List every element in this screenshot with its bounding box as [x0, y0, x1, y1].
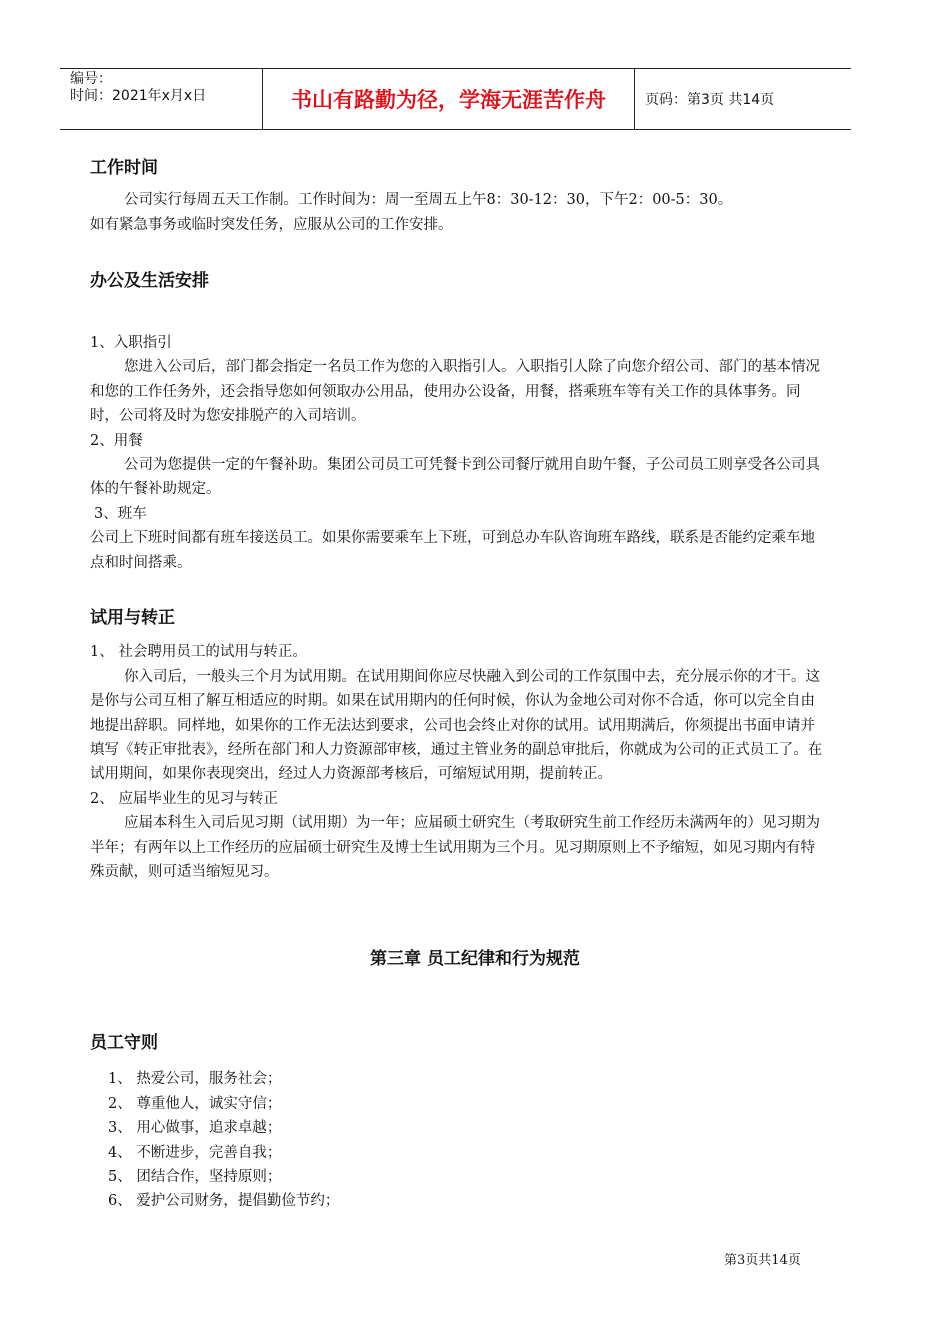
page-footer: 第3页共14页 [724, 1253, 801, 1268]
header-page-number: 页码：第3页 共14页 [645, 92, 775, 108]
paragraph: 您进入公司后，部门都会指定一名员工作为您的入职指引人。入职指引人除了向您介绍公司、部门的基本情况和您的工作任务外，还会指导您如何领取办公用品，使用办公设备，用餐，搭乘班车等有关工作的具体事务。同时，公司将及时为您安排脱产的入司培训。 [90, 359, 820, 425]
rules-list [90, 1067, 826, 1213]
section-office-life-body [90, 331, 826, 575]
subsection-title: 2、用餐 [90, 432, 143, 449]
list-item: 2、 尊重他人，诚实守信； [108, 1095, 282, 1112]
subsection-title: 1、入职指引 [90, 335, 172, 351]
chapter-title: 第三章 员工纪律和行为规范 [370, 949, 580, 969]
subsection-title: 1、 社会聘用员工的试用与转正。 [90, 644, 307, 661]
header-meta [60, 69, 263, 129]
paragraph: 公司上下班时间都有班车接送员工。如果你需要乘车上下班，可到总办车队咨询班车路线，联系是否能约定乘车地点和时间搭乘。 [90, 530, 815, 571]
paragraph: 公司实行每周五天工作制。工作时间为：周一至周五上午8：30-12：30，下午2：00-5：30。 [124, 192, 733, 209]
section-title: 试用与转正 [90, 608, 175, 628]
section-office-life [90, 269, 826, 293]
subsection-title: 2、 应届毕业生的见习与转正 [90, 790, 278, 807]
section-code-of-conduct [90, 1031, 826, 1214]
header-number: 编号： [70, 71, 112, 87]
list-item: 6、 爱护公司财务，提倡勤俭节约； [108, 1193, 340, 1210]
header-time: 时间：2021年x月x日 [70, 88, 207, 104]
section-title: 工作时间 [90, 158, 158, 178]
section-probation [90, 606, 826, 884]
list-item: 5、 团结合作，坚持原则； [108, 1169, 282, 1186]
paragraph: 应届本科生入司后见习期（试用期）为一年；应届硕士研究生（考取研究生前工作经历未满两年的）见习期为半年；有两年以上工作经历的应届硕士研究生及博士生试用期为三个月。见习期原则上不予缩短，如见习期内有特殊贡献，则可适当缩短见习。 [90, 815, 820, 881]
list-item: 4、 不断进步，完善自我； [108, 1144, 282, 1161]
list-item: 3、 用心做事，追求卓越； [108, 1120, 282, 1137]
header-slogan: 书山有路勤为径，学海无涯苦作舟 [263, 69, 635, 129]
paragraph: 你入司后，一般头三个月为试用期。在试用期间你应尽快融入到公司的工作氛围中去，充分展示你的才干。这是你与公司互相了解互相适应的时期。如果在试用期内的任何时候，你认为金地公司对你不合适，你可以完全自由地提出辞职。同样地，如果你的工作无法达到要求，公司也会终止对你的试用。试用期满后，你须提出书面申请并填写《转正审批表》，经所在部门和人力资源部审核，通过主管业务的副总审批后，你就成为公司的正式员工了。在试用期间，如果你表现突出，经过人力资源部考核后，可缩短试用期，提前转正。 [90, 668, 823, 783]
section-title: 办公及生活安排 [90, 271, 209, 291]
page-header [60, 68, 851, 130]
section-work-time [90, 156, 826, 237]
paragraph: 如有紧急事务或临时突发任务，应服从公司的工作安排。 [90, 216, 453, 233]
paragraph: 公司为您提供一定的午餐补助。集团公司员工可凭餐卡到公司餐厅就用自助午餐，子公司员工则享受各公司具体的午餐补助规定。 [90, 457, 820, 498]
section-title: 员工守则 [90, 1033, 158, 1053]
list-item: 1、 热爱公司，服务社会； [108, 1071, 282, 1088]
subsection-title: 3、班车 [94, 505, 147, 522]
